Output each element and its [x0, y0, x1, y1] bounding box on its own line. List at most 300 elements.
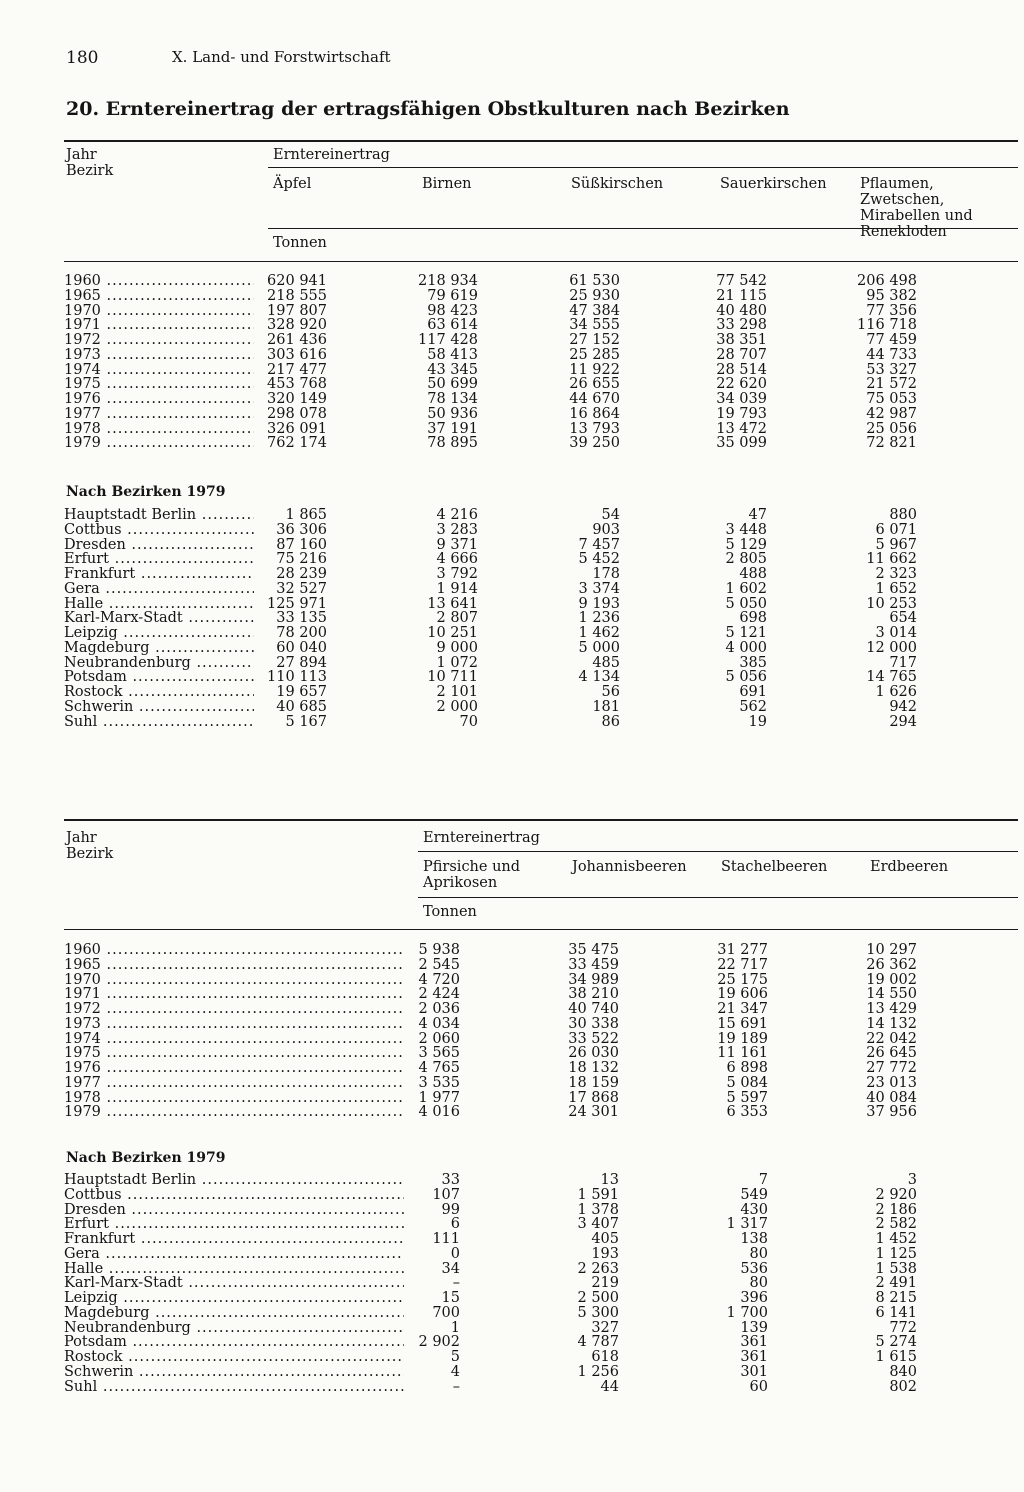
table-cell: 326 091: [267, 420, 327, 437]
table1-unit-rule: [268, 228, 1018, 229]
row-label: Gera .....: [64, 582, 254, 597]
table-cell: 485: [592, 654, 620, 671]
table2-unit: Tonnen: [423, 904, 477, 920]
row-label: Karl-Marx-Stadt .....: [64, 1276, 404, 1291]
table-row: [0, 1017, 1024, 1032]
table-cell: 11 662: [866, 551, 917, 568]
table-cell: 5 452: [578, 551, 620, 568]
table-row: [0, 523, 1024, 538]
table-cell: 98 423: [427, 302, 478, 319]
table-row: [0, 1217, 1024, 1232]
table-cell: 218 555: [267, 287, 327, 304]
table-cell: 2 323: [875, 566, 917, 582]
table-row: [0, 1365, 1024, 1380]
table-cell: 38 210: [568, 986, 619, 1003]
table-cell: 39 250: [569, 435, 620, 452]
row-label: Karl-Marx-Stadt .....: [64, 611, 254, 626]
table-cell: 35 475: [568, 942, 619, 958]
row-label: 1977 .....: [64, 1076, 404, 1091]
table-cell: 1 538: [875, 1260, 917, 1277]
table-cell: 80: [749, 1275, 768, 1292]
table-row: [0, 422, 1024, 437]
row-label: 1977 .....: [64, 407, 254, 422]
table-cell: 1 125: [875, 1245, 917, 1262]
table-cell: 5 084: [726, 1074, 768, 1091]
table-row: [0, 333, 1024, 348]
table-cell: 1: [450, 1319, 460, 1336]
table-cell: 33 135: [276, 610, 327, 627]
row-label: 1972 .....: [64, 333, 254, 348]
table-cell: 840: [889, 1363, 917, 1380]
table-row: [0, 700, 1024, 715]
table-cell: 942: [889, 698, 917, 715]
table-cell: 2 491: [875, 1275, 917, 1292]
table-cell: 37 191: [427, 420, 478, 437]
table-row: [0, 552, 1024, 567]
table-cell: 10 711: [427, 669, 478, 686]
table-row: [0, 567, 1024, 582]
row-label: 1965 .....: [64, 958, 404, 973]
table-cell: 2 902: [418, 1334, 460, 1351]
table-cell: 13 641: [427, 595, 478, 612]
table-row: [0, 1232, 1024, 1247]
page-number: 180: [66, 48, 99, 68]
row-label: Erfurt .....: [64, 1217, 404, 1232]
table-cell: 86: [601, 713, 620, 730]
table-cell: 47 384: [569, 302, 620, 319]
row-label: Leipzig .....: [64, 1291, 404, 1306]
table2-unit-rule: [418, 897, 1018, 898]
table-cell: 4: [450, 1363, 460, 1380]
table-cell: 9 371: [436, 536, 478, 553]
table-cell: 3 374: [578, 580, 620, 597]
table-cell: 10 253: [866, 595, 917, 612]
table-cell: 880: [889, 507, 917, 523]
table-cell: 5 121: [725, 625, 767, 641]
table-cell: 34 555: [569, 317, 620, 334]
table-cell: 903: [592, 521, 620, 538]
table-cell: 1 615: [875, 1349, 917, 1365]
table-cell: 1 865: [285, 507, 327, 523]
table-cell: 35 099: [716, 435, 767, 452]
chapter-title: X. Land- und Forstwirtschaft: [172, 48, 391, 66]
table-cell: –: [452, 1378, 460, 1395]
table1-col-pflaumen: Pflaumen, Zwetschen, Mirabellen und Renekloden: [860, 176, 973, 240]
table-cell: 181: [592, 698, 620, 715]
table-cell: 22 717: [717, 956, 768, 973]
table-cell: 2 582: [875, 1216, 917, 1233]
table-cell: 16 864: [569, 405, 620, 422]
table-cell: 61 530: [569, 273, 620, 289]
table-cell: 1 700: [726, 1304, 768, 1321]
table-cell: 5 300: [577, 1304, 619, 1321]
table-cell: 2 920: [875, 1186, 917, 1203]
table-cell: 37 956: [866, 1104, 917, 1121]
table-cell: 217 477: [267, 361, 327, 378]
table-cell: 3 792: [436, 566, 478, 582]
table-cell: 78 134: [427, 391, 478, 407]
table1-body-rule: [64, 261, 1018, 262]
row-label: Cottbus .....: [64, 523, 254, 538]
row-label: 1960 .....: [64, 943, 404, 958]
table-cell: 107: [432, 1186, 460, 1203]
table-cell: 7 457: [578, 536, 620, 553]
table-cell: 6 898: [726, 1060, 768, 1076]
table-cell: 77 356: [866, 302, 917, 319]
table-cell: 618: [591, 1349, 619, 1365]
row-label: Neubrandenburg .....: [64, 656, 254, 671]
table-row: [0, 1247, 1024, 1262]
table-row: [0, 943, 1024, 958]
table-cell: –: [452, 1275, 460, 1292]
table-cell: 24 301: [568, 1104, 619, 1121]
table-cell: 60: [749, 1378, 768, 1395]
table-cell: 18 132: [568, 1060, 619, 1076]
table-cell: 28 707: [716, 346, 767, 363]
table1-stub-year: Jahr: [66, 147, 97, 163]
table2-group-rule: [418, 851, 1018, 852]
table-cell: 4 666: [436, 551, 478, 568]
table-row: [0, 377, 1024, 392]
table-cell: 2 101: [436, 684, 478, 700]
table-cell: 700: [432, 1304, 460, 1321]
table-cell: 4 216: [436, 507, 478, 523]
table-cell: 111: [432, 1231, 460, 1247]
row-label: 1974 .....: [64, 363, 254, 378]
table-cell: 27 152: [569, 332, 620, 348]
table-cell: 40 084: [866, 1089, 917, 1106]
table-cell: 117 428: [418, 332, 478, 348]
row-label: Magdeburg .....: [64, 641, 254, 656]
table-cell: 19: [748, 713, 767, 730]
table-cell: 33 522: [568, 1030, 619, 1047]
table-row: [0, 656, 1024, 671]
table-cell: 25 930: [569, 287, 620, 304]
table-cell: 22 620: [716, 376, 767, 393]
table2-col-pfirsiche: Pfirsiche und Aprikosen: [423, 859, 521, 891]
table-row: [0, 304, 1024, 319]
table-cell: 13 429: [866, 1001, 917, 1017]
table-cell: 116 718: [857, 317, 917, 334]
table-cell: 8 215: [875, 1290, 917, 1306]
table-cell: 17 868: [568, 1089, 619, 1106]
table-cell: 5 938: [418, 942, 460, 958]
table-cell: 80: [749, 1245, 768, 1262]
table-row: [0, 318, 1024, 333]
table-cell: 219: [591, 1275, 619, 1292]
table-cell: 5 056: [725, 669, 767, 686]
table1-group-rule: [268, 167, 1018, 168]
table-cell: 54: [601, 507, 620, 523]
table-cell: 27 772: [866, 1060, 917, 1076]
table-cell: 34 039: [716, 391, 767, 407]
table-cell: 6 353: [726, 1104, 768, 1121]
table-cell: 3 014: [875, 625, 917, 641]
table-cell: 3 283: [436, 521, 478, 538]
row-label: Halle .....: [64, 1262, 404, 1277]
table-cell: 27 894: [276, 654, 327, 671]
table2-col-stachelbeeren: Stachelbeeren: [721, 859, 828, 875]
table-cell: 5 050: [725, 595, 767, 612]
table-cell: 60 040: [276, 639, 327, 656]
table-cell: 19 002: [866, 971, 917, 988]
table-cell: 125 971: [267, 595, 327, 612]
row-label: Hauptstadt Berlin .....: [64, 1173, 404, 1188]
table-cell: 3 565: [418, 1045, 460, 1062]
table-cell: 78 895: [427, 435, 478, 452]
table-row: [0, 274, 1024, 289]
table-cell: 19 793: [716, 405, 767, 422]
table-cell: 1 256: [577, 1363, 619, 1380]
table-row: [0, 715, 1024, 730]
table-cell: 7: [758, 1172, 768, 1188]
table-row: [0, 1188, 1024, 1203]
table-cell: 22 042: [866, 1030, 917, 1047]
table-cell: 549: [740, 1186, 768, 1203]
row-label: 1971 .....: [64, 987, 404, 1002]
table-row: [0, 1321, 1024, 1336]
row-label: 1979 .....: [64, 436, 254, 451]
table-cell: 33: [441, 1172, 460, 1188]
table-cell: 488: [739, 566, 767, 582]
table-cell: 361: [740, 1349, 768, 1365]
table-cell: 21 347: [717, 1001, 768, 1017]
table-row: [0, 407, 1024, 422]
table-cell: 42 987: [866, 405, 917, 422]
table-cell: 25 175: [717, 971, 768, 988]
table-cell: 327: [591, 1319, 619, 1336]
table-cell: 5 129: [725, 536, 767, 553]
table-cell: 320 149: [267, 391, 327, 407]
table-cell: 26 362: [866, 956, 917, 973]
table-row: [0, 973, 1024, 988]
table-row: [0, 1076, 1024, 1091]
table-cell: 30 338: [568, 1015, 619, 1032]
table-row: [0, 641, 1024, 656]
table-cell: 1 072: [436, 654, 478, 671]
table-cell: 26 645: [866, 1045, 917, 1062]
table-cell: 1 591: [577, 1186, 619, 1203]
row-label: 1975 .....: [64, 1046, 404, 1061]
table-cell: 562: [739, 698, 767, 715]
table-cell: 53 327: [866, 361, 917, 378]
table-cell: 4 034: [418, 1015, 460, 1032]
row-label: Neubrandenburg .....: [64, 1321, 404, 1336]
table-cell: 110 113: [267, 669, 327, 686]
table-cell: 28 239: [276, 566, 327, 582]
table-row: [0, 289, 1024, 304]
table-row: [0, 1350, 1024, 1365]
row-label: 1965 .....: [64, 289, 254, 304]
table-cell: 294: [889, 713, 917, 730]
table-cell: 18 159: [568, 1074, 619, 1091]
table-row: [0, 1032, 1024, 1047]
table-cell: 13 472: [716, 420, 767, 437]
table-cell: 11 161: [717, 1045, 768, 1062]
table-cell: 2 036: [418, 1001, 460, 1017]
table-cell: 50 936: [427, 405, 478, 422]
table-cell: 654: [889, 610, 917, 627]
row-label: Dresden .....: [64, 538, 254, 553]
table-cell: 197 807: [267, 302, 327, 319]
table-cell: 32 527: [276, 580, 327, 597]
row-label: Frankfurt .....: [64, 1232, 404, 1247]
row-label: Hauptstadt Berlin .....: [64, 508, 254, 523]
table-cell: 13: [600, 1172, 619, 1188]
table-cell: 1 462: [578, 625, 620, 641]
table-cell: 78 200: [276, 625, 327, 641]
table-cell: 44: [600, 1378, 619, 1395]
table-cell: 4 787: [577, 1334, 619, 1351]
table-row: [0, 1335, 1024, 1350]
table-cell: 138: [740, 1231, 768, 1247]
table-cell: 47: [748, 507, 767, 523]
row-label: 1970 .....: [64, 304, 254, 319]
table-cell: 19 657: [276, 684, 327, 700]
table-cell: 2 263: [577, 1260, 619, 1277]
table-cell: 772: [889, 1319, 917, 1336]
table-cell: 9 193: [578, 595, 620, 612]
table-cell: 717: [889, 654, 917, 671]
table-cell: 430: [740, 1201, 768, 1218]
table-row: [0, 1091, 1024, 1106]
row-label: Cottbus .....: [64, 1188, 404, 1203]
table-cell: 5 967: [875, 536, 917, 553]
table-row: [0, 958, 1024, 973]
table-title: 20. Erntereinertrag der ertragsfähigen Obstkulturen nach Bezirken: [66, 98, 790, 120]
row-label: 1978 .....: [64, 1091, 404, 1106]
table-cell: 26 655: [569, 376, 620, 393]
table-cell: 6 071: [875, 521, 917, 538]
table-cell: 10 297: [866, 942, 917, 958]
table-cell: 536: [740, 1260, 768, 1277]
table-cell: 405: [591, 1231, 619, 1247]
table-row: [0, 538, 1024, 553]
table-row: [0, 1203, 1024, 1218]
table-cell: 4 000: [725, 639, 767, 656]
table-cell: 5 167: [285, 713, 327, 730]
table-cell: 12 000: [866, 639, 917, 656]
table-cell: 1 236: [578, 610, 620, 627]
table-cell: 361: [740, 1334, 768, 1351]
table-cell: 33 298: [716, 317, 767, 334]
table-row: [0, 363, 1024, 378]
table-cell: 261 436: [267, 332, 327, 348]
table-row: [0, 1276, 1024, 1291]
table-cell: 1 626: [875, 684, 917, 700]
table-cell: 328 920: [267, 317, 327, 334]
table-cell: 28 514: [716, 361, 767, 378]
table-cell: 72 821: [866, 435, 917, 452]
row-label: 1973 .....: [64, 1017, 404, 1032]
table-cell: 298 078: [267, 405, 327, 422]
row-label: Frankfurt .....: [64, 567, 254, 582]
table-cell: 5 000: [578, 639, 620, 656]
table-cell: 13 793: [569, 420, 620, 437]
table-cell: 1 914: [436, 580, 478, 597]
table-cell: 396: [740, 1290, 768, 1306]
table-cell: 38 351: [716, 332, 767, 348]
table-cell: 25 285: [569, 346, 620, 363]
table-cell: 95 382: [866, 287, 917, 304]
table-row: [0, 1380, 1024, 1395]
table-cell: 26 030: [568, 1045, 619, 1062]
table-cell: 178: [592, 566, 620, 582]
table-cell: 9 000: [436, 639, 478, 656]
table-row: [0, 1291, 1024, 1306]
table-cell: 206 498: [857, 273, 917, 289]
table-cell: 385: [739, 654, 767, 671]
table-row: [0, 1046, 1024, 1061]
table-cell: 5 274: [875, 1334, 917, 1351]
table-cell: 40 740: [568, 1001, 619, 1017]
table-row: [0, 611, 1024, 626]
table-row: [0, 348, 1024, 363]
table-cell: 33 459: [568, 956, 619, 973]
table-cell: 691: [739, 684, 767, 700]
table-cell: 23 013: [866, 1074, 917, 1091]
row-label: 1973 .....: [64, 348, 254, 363]
table-cell: 99: [441, 1201, 460, 1218]
table-cell: 453 768: [267, 376, 327, 393]
row-label: Erfurt .....: [64, 552, 254, 567]
row-label: Potsdam .....: [64, 670, 254, 685]
table-cell: 19 606: [717, 986, 768, 1003]
table-cell: 87 160: [276, 536, 327, 553]
table1-col-suesskirschen: Süßkirschen: [571, 176, 664, 192]
table-cell: 218 934: [418, 273, 478, 289]
table-cell: 75 053: [866, 391, 917, 407]
row-label: 1978 .....: [64, 422, 254, 437]
table-cell: 11 922: [569, 361, 620, 378]
table2-body-rule: [64, 929, 1018, 930]
table-cell: 5: [450, 1349, 460, 1365]
row-label: 1970 .....: [64, 973, 404, 988]
table1-col-sauerkirschen: Sauerkirschen: [720, 176, 827, 192]
table-cell: 1 317: [726, 1216, 768, 1233]
table2-col-johannisbeeren: Johannisbeeren: [572, 859, 687, 875]
table-cell: 2 424: [418, 986, 460, 1003]
table-cell: 50 699: [427, 376, 478, 393]
table-row: [0, 582, 1024, 597]
table-cell: 193: [591, 1245, 619, 1262]
table2-stub-year: Jahr: [66, 830, 97, 846]
table-row: [0, 1173, 1024, 1188]
table-cell: 34 989: [568, 971, 619, 988]
row-label: Suhl .....: [64, 715, 254, 730]
table-row: [0, 1061, 1024, 1076]
table-cell: 15: [441, 1290, 460, 1306]
table-row: [0, 436, 1024, 451]
table-cell: 79 619: [427, 287, 478, 304]
table-cell: 139: [740, 1319, 768, 1336]
table-cell: 4 134: [578, 669, 620, 686]
table-cell: 6: [450, 1216, 460, 1233]
table1-col-aepfel: Äpfel: [273, 176, 312, 192]
table-cell: 2 186: [875, 1201, 917, 1218]
table-cell: 762 174: [267, 435, 327, 452]
table-cell: 77 459: [866, 332, 917, 348]
table-cell: 2 545: [418, 956, 460, 973]
table1-unit: Tonnen: [273, 235, 327, 251]
table-row: [0, 987, 1024, 1002]
table-row: [0, 1306, 1024, 1321]
table2-stub-district: Bezirk: [66, 846, 114, 862]
table-cell: 2 807: [436, 610, 478, 627]
table-cell: 40 480: [716, 302, 767, 319]
table-cell: 63 614: [427, 317, 478, 334]
table-cell: 698: [739, 610, 767, 627]
